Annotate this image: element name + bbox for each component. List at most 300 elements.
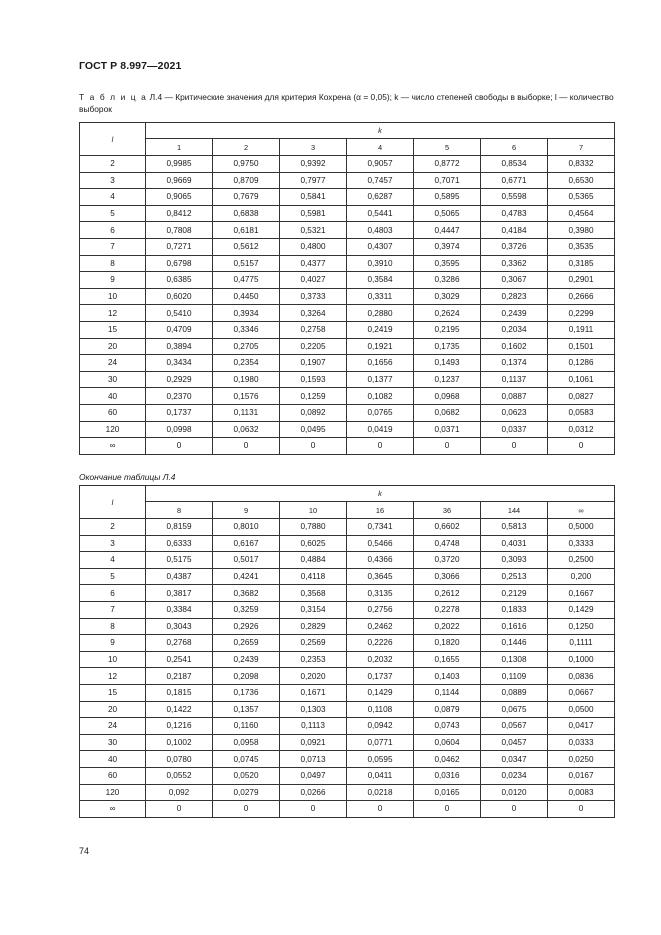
value-cell: 0,0218 — [347, 784, 414, 801]
value-cell: 0,9985 — [146, 156, 213, 173]
column-header: 2 — [213, 139, 280, 156]
value-cell: 0,200 — [548, 568, 615, 585]
value-cell: 0,0266 — [280, 784, 347, 801]
value-cell: 0,2901 — [548, 272, 615, 289]
value-cell: 0,8772 — [414, 156, 481, 173]
value-cell: 0,0667 — [548, 684, 615, 701]
value-cell: 0,2768 — [146, 635, 213, 652]
value-cell: 0,1616 — [481, 618, 548, 635]
table-row — [80, 338, 615, 355]
value-cell: 0,2226 — [347, 635, 414, 652]
value-cell: 0,0745 — [213, 751, 280, 768]
value-cell: 0,3154 — [280, 601, 347, 618]
value-cell: 0,2419 — [347, 321, 414, 338]
row-label-cell: 8 — [80, 618, 146, 635]
row-label-cell: 12 — [80, 668, 146, 685]
value-cell: 0,2612 — [414, 585, 481, 602]
value-cell: 0,1907 — [280, 355, 347, 372]
value-cell: 0,1429 — [347, 684, 414, 701]
value-cell: 0,1403 — [414, 668, 481, 685]
value-cell: 0,5157 — [213, 255, 280, 272]
value-cell: 0,2541 — [146, 651, 213, 668]
value-cell: 0,4387 — [146, 568, 213, 585]
row-label-cell: 10 — [80, 651, 146, 668]
row-label-cell: 9 — [80, 272, 146, 289]
value-cell: 0,6530 — [548, 172, 615, 189]
value-cell: 0,1980 — [213, 371, 280, 388]
value-cell: 0,2034 — [481, 321, 548, 338]
value-cell: 0,6838 — [213, 205, 280, 222]
table-row — [80, 668, 615, 685]
value-cell: 0,6025 — [280, 535, 347, 552]
value-cell: 0,3346 — [213, 321, 280, 338]
value-cell: 0,0968 — [414, 388, 481, 405]
table-row — [80, 288, 615, 305]
value-cell: 0,2513 — [481, 568, 548, 585]
row-label-cell: 7 — [80, 238, 146, 255]
row-label-cell: 20 — [80, 701, 146, 718]
row-label-cell: 24 — [80, 355, 146, 372]
value-cell: 0,5175 — [146, 552, 213, 569]
table-row — [80, 421, 615, 438]
row-label-cell: 20 — [80, 338, 146, 355]
value-cell: 0,0312 — [548, 421, 615, 438]
value-cell: 0,5321 — [280, 222, 347, 239]
value-cell: 0,1144 — [414, 684, 481, 701]
value-cell: 0,0419 — [347, 421, 414, 438]
value-cell: 0,2205 — [280, 338, 347, 355]
value-cell: 0,2299 — [548, 305, 615, 322]
value-cell: 0,0827 — [548, 388, 615, 405]
value-cell: 0,2462 — [347, 618, 414, 635]
value-cell: 0,1377 — [347, 371, 414, 388]
value-cell: 0,1593 — [280, 371, 347, 388]
table-row — [80, 701, 615, 718]
value-cell: 0,0675 — [481, 701, 548, 718]
table-row — [80, 784, 615, 801]
column-header: 6 — [481, 139, 548, 156]
row-label-cell: 6 — [80, 585, 146, 602]
value-cell: 0,2705 — [213, 338, 280, 355]
value-cell: 0,6798 — [146, 255, 213, 272]
table-row — [80, 255, 615, 272]
value-cell: 0,3584 — [347, 272, 414, 289]
value-cell: 0,4377 — [280, 255, 347, 272]
value-cell: 0,3720 — [414, 552, 481, 569]
table-row — [80, 222, 615, 239]
value-cell: 0,3645 — [347, 568, 414, 585]
value-cell: 0,3595 — [414, 255, 481, 272]
row-label-cell: ∞ — [80, 801, 146, 818]
value-cell: 0,5612 — [213, 238, 280, 255]
row-label-cell: 30 — [80, 371, 146, 388]
row-label-cell: 15 — [80, 321, 146, 338]
column-header: 10 — [280, 502, 347, 519]
value-cell: 0,1113 — [280, 718, 347, 735]
value-cell: 0,0623 — [481, 404, 548, 421]
value-cell: 0,3434 — [146, 355, 213, 372]
value-cell: 0,3980 — [548, 222, 615, 239]
value-cell: 0,1602 — [481, 338, 548, 355]
value-cell: 0,0411 — [347, 767, 414, 784]
value-cell: 0,1576 — [213, 388, 280, 405]
value-cell: 0,7880 — [280, 519, 347, 536]
table-row — [80, 238, 615, 255]
value-cell: 0,2354 — [213, 355, 280, 372]
value-cell: 0,3362 — [481, 255, 548, 272]
row-label-cell: 8 — [80, 255, 146, 272]
value-cell: 0,2353 — [280, 651, 347, 668]
value-cell: 0,1160 — [213, 718, 280, 735]
value-cell: 0,4884 — [280, 552, 347, 569]
table-row — [80, 801, 615, 818]
table-row — [80, 519, 615, 536]
column-header: 8 — [146, 502, 213, 519]
page-number: 74 — [79, 846, 90, 856]
value-cell: 0,0457 — [481, 734, 548, 751]
column-group-k: k — [146, 486, 615, 502]
value-cell: 0,7341 — [347, 519, 414, 536]
value-cell: 0,3894 — [146, 338, 213, 355]
value-cell: 0,1737 — [146, 404, 213, 421]
value-cell: 0,3333 — [548, 535, 615, 552]
column-header: 36 — [414, 502, 481, 519]
value-cell: 0,9057 — [347, 156, 414, 173]
value-cell: 0,0958 — [213, 734, 280, 751]
value-cell: 0,4775 — [213, 272, 280, 289]
value-cell: 0,7071 — [414, 172, 481, 189]
value-cell: 0,2880 — [347, 305, 414, 322]
table-row — [80, 635, 615, 652]
value-cell: 0,8709 — [213, 172, 280, 189]
value-cell: 0,5466 — [347, 535, 414, 552]
value-cell: 0,4366 — [347, 552, 414, 569]
value-cell: 0,1422 — [146, 701, 213, 718]
value-cell: 0,3093 — [481, 552, 548, 569]
row-label-cell: 40 — [80, 388, 146, 405]
value-cell: 0,7679 — [213, 189, 280, 206]
value-cell: 0,0165 — [414, 784, 481, 801]
value-cell: 0,1082 — [347, 388, 414, 405]
value-cell: 0,1111 — [548, 635, 615, 652]
value-cell: 0,1833 — [481, 601, 548, 618]
value-cell: 0,3934 — [213, 305, 280, 322]
value-cell: 0,4118 — [280, 568, 347, 585]
value-cell: 0 — [146, 801, 213, 818]
value-cell: 0,0495 — [280, 421, 347, 438]
column-header: 4 — [347, 139, 414, 156]
value-cell: 0,2829 — [280, 618, 347, 635]
value-cell: 0,6385 — [146, 272, 213, 289]
value-cell: 0,3733 — [280, 288, 347, 305]
value-cell: 0,8010 — [213, 519, 280, 536]
table-row — [80, 734, 615, 751]
value-cell: 0,5017 — [213, 552, 280, 569]
value-cell: 0,0250 — [548, 751, 615, 768]
value-cell: 0,2020 — [280, 668, 347, 685]
value-cell: 0,3066 — [414, 568, 481, 585]
value-cell: 0,2823 — [481, 288, 548, 305]
value-cell: 0,1374 — [481, 355, 548, 372]
value-cell: 0,3043 — [146, 618, 213, 635]
row-label-cell: 10 — [80, 288, 146, 305]
value-cell: 0,2758 — [280, 321, 347, 338]
value-cell: 0 — [347, 801, 414, 818]
value-cell: 0,3682 — [213, 585, 280, 602]
row-label-cell: 60 — [80, 767, 146, 784]
value-cell: 0,0780 — [146, 751, 213, 768]
value-cell: 0 — [213, 801, 280, 818]
value-cell: 0,1429 — [548, 601, 615, 618]
value-cell: 0,2370 — [146, 388, 213, 405]
value-cell: 0,7808 — [146, 222, 213, 239]
value-cell: 0,0879 — [414, 701, 481, 718]
value-cell: 0,1446 — [481, 635, 548, 652]
table-row — [80, 371, 615, 388]
value-cell: 0,2500 — [548, 552, 615, 569]
column-header: 16 — [347, 502, 414, 519]
table-row — [80, 552, 615, 569]
value-cell: 0,0417 — [548, 718, 615, 735]
row-label-cell: ∞ — [80, 438, 146, 455]
value-cell: 0,0604 — [414, 734, 481, 751]
value-cell: 0,0836 — [548, 668, 615, 685]
value-cell: 0,3974 — [414, 238, 481, 255]
row-label-cell: 12 — [80, 305, 146, 322]
value-cell: 0,2666 — [548, 288, 615, 305]
value-cell: 0,4803 — [347, 222, 414, 239]
value-cell: 0,1671 — [280, 684, 347, 701]
value-cell: 0,1303 — [280, 701, 347, 718]
table-row — [80, 718, 615, 735]
value-cell: 0,1002 — [146, 734, 213, 751]
value-cell: 0,0167 — [548, 767, 615, 784]
row-label-cell: 60 — [80, 404, 146, 421]
table-row — [80, 684, 615, 701]
value-cell: 0,1308 — [481, 651, 548, 668]
value-cell: 0,5598 — [481, 189, 548, 206]
value-cell: 0,2439 — [213, 651, 280, 668]
value-cell: 0,1131 — [213, 404, 280, 421]
value-cell: 0 — [414, 438, 481, 455]
value-cell: 0,0743 — [414, 718, 481, 735]
value-cell: 0,1820 — [414, 635, 481, 652]
value-cell: 0,4800 — [280, 238, 347, 255]
value-cell: 0,0889 — [481, 684, 548, 701]
value-cell: 0,2032 — [347, 651, 414, 668]
row-label-cell: 5 — [80, 205, 146, 222]
value-cell: 0,9669 — [146, 172, 213, 189]
value-cell: 0,6602 — [414, 519, 481, 536]
value-cell: 0,5000 — [548, 519, 615, 536]
value-cell: 0,0921 — [280, 734, 347, 751]
value-cell: 0,2756 — [347, 601, 414, 618]
table-row — [80, 172, 615, 189]
value-cell: 0,1061 — [548, 371, 615, 388]
value-cell: 0,0942 — [347, 718, 414, 735]
row-label-cell: 120 — [80, 784, 146, 801]
value-cell: 0,9065 — [146, 189, 213, 206]
value-cell: 0,5441 — [347, 205, 414, 222]
value-cell: 0,092 — [146, 784, 213, 801]
column-header: 3 — [280, 139, 347, 156]
value-cell: 0,1501 — [548, 338, 615, 355]
value-cell: 0,1259 — [280, 388, 347, 405]
value-cell: 0,9392 — [280, 156, 347, 173]
value-cell: 0,0316 — [414, 767, 481, 784]
value-cell: 0,7271 — [146, 238, 213, 255]
row-header-l: l — [80, 123, 146, 156]
table-row — [80, 651, 615, 668]
value-cell: 0,3568 — [280, 585, 347, 602]
value-cell: 0,5841 — [280, 189, 347, 206]
value-cell: 0,0500 — [548, 701, 615, 718]
value-cell: 0 — [347, 438, 414, 455]
value-cell: 0,3029 — [414, 288, 481, 305]
value-cell: 0,0279 — [213, 784, 280, 801]
value-cell: 0,2129 — [481, 585, 548, 602]
value-cell: 0,3067 — [481, 272, 548, 289]
value-cell: 0,3535 — [548, 238, 615, 255]
value-cell: 0,0771 — [347, 734, 414, 751]
row-label-cell: 24 — [80, 718, 146, 735]
value-cell: 0 — [213, 438, 280, 455]
value-cell: 0,1357 — [213, 701, 280, 718]
row-label-cell: 40 — [80, 751, 146, 768]
value-cell: 0,1921 — [347, 338, 414, 355]
value-cell: 0,0998 — [146, 421, 213, 438]
column-header: 5 — [414, 139, 481, 156]
value-cell: 0,5813 — [481, 519, 548, 536]
value-cell: 0,0371 — [414, 421, 481, 438]
row-label-cell: 7 — [80, 601, 146, 618]
value-cell: 0,0552 — [146, 767, 213, 784]
column-header: 144 — [481, 502, 548, 519]
value-cell: 0,7977 — [280, 172, 347, 189]
value-cell: 0,4027 — [280, 272, 347, 289]
column-group-k: k — [146, 123, 615, 139]
table-row — [80, 601, 615, 618]
table-row — [80, 156, 615, 173]
value-cell: 0,8332 — [548, 156, 615, 173]
table-row — [80, 438, 615, 455]
value-cell: 0,0583 — [548, 404, 615, 421]
value-cell: 0,1109 — [481, 668, 548, 685]
table-continuation-label: Окончание таблицы Л.4 — [79, 472, 176, 482]
value-cell: 0,4450 — [213, 288, 280, 305]
value-cell: 0,0713 — [280, 751, 347, 768]
value-cell: 0,0462 — [414, 751, 481, 768]
table-caption-label: Т а б л и ц а — [79, 92, 148, 102]
value-cell: 0,4564 — [548, 205, 615, 222]
table-row — [80, 767, 615, 784]
row-label-cell: 9 — [80, 635, 146, 652]
value-cell: 0,2569 — [280, 635, 347, 652]
value-cell: 0,0765 — [347, 404, 414, 421]
table-row — [80, 321, 615, 338]
table-row — [80, 355, 615, 372]
table-row — [80, 388, 615, 405]
row-header-l: l — [80, 486, 146, 519]
value-cell: 0,0234 — [481, 767, 548, 784]
table-row — [80, 305, 615, 322]
value-cell: 0,6771 — [481, 172, 548, 189]
value-cell: 0,2278 — [414, 601, 481, 618]
value-cell: 0,4184 — [481, 222, 548, 239]
value-cell: 0,0333 — [548, 734, 615, 751]
value-cell: 0,5410 — [146, 305, 213, 322]
value-cell: 0,0567 — [481, 718, 548, 735]
value-cell: 0,3384 — [146, 601, 213, 618]
value-cell: 0,4031 — [481, 535, 548, 552]
value-cell: 0,9750 — [213, 156, 280, 173]
value-cell: 0,0595 — [347, 751, 414, 768]
value-cell: 0,6167 — [213, 535, 280, 552]
value-cell: 0,0887 — [481, 388, 548, 405]
row-label-cell: 6 — [80, 222, 146, 239]
value-cell: 0,3817 — [146, 585, 213, 602]
value-cell: 0,2098 — [213, 668, 280, 685]
value-cell: 0,1736 — [213, 684, 280, 701]
value-cell: 0,4241 — [213, 568, 280, 585]
value-cell: 0,5895 — [414, 189, 481, 206]
row-label-cell: 4 — [80, 189, 146, 206]
table-caption-text: Л.4 — Критические значения для критерия Кохрена (α = 0,05); k — число степеней свободы в выборке; l — количество выборок — [79, 92, 614, 114]
row-label-cell: 30 — [80, 734, 146, 751]
value-cell: 0,1655 — [414, 651, 481, 668]
table-row — [80, 568, 615, 585]
value-cell: 0 — [548, 438, 615, 455]
table-row — [80, 751, 615, 768]
table-row — [80, 404, 615, 421]
value-cell: 0,3264 — [280, 305, 347, 322]
value-cell: 0,2659 — [213, 635, 280, 652]
table-row — [80, 205, 615, 222]
value-cell: 0,0682 — [414, 404, 481, 421]
value-cell: 0,3259 — [213, 601, 280, 618]
value-cell: 0,1815 — [146, 684, 213, 701]
value-cell: 0,3311 — [347, 288, 414, 305]
value-cell: 0,5365 — [548, 189, 615, 206]
value-cell: 0,3910 — [347, 255, 414, 272]
row-label-cell: 2 — [80, 519, 146, 536]
value-cell: 0,6181 — [213, 222, 280, 239]
value-cell: 0 — [481, 801, 548, 818]
value-cell: 0,0497 — [280, 767, 347, 784]
value-cell: 0,0520 — [213, 767, 280, 784]
value-cell: 0,4709 — [146, 321, 213, 338]
column-header: ∞ — [548, 502, 615, 519]
row-label-cell: 5 — [80, 568, 146, 585]
cochran-table-part2 — [79, 485, 615, 818]
value-cell: 0,3185 — [548, 255, 615, 272]
value-cell: 0,2187 — [146, 668, 213, 685]
table-row — [80, 272, 615, 289]
table-caption — [79, 92, 615, 115]
value-cell: 0,1667 — [548, 585, 615, 602]
column-header: 9 — [213, 502, 280, 519]
value-cell: 0,1137 — [481, 371, 548, 388]
row-label-cell: 4 — [80, 552, 146, 569]
value-cell: 0,4748 — [414, 535, 481, 552]
row-label-cell: 3 — [80, 535, 146, 552]
value-cell: 0,0632 — [213, 421, 280, 438]
value-cell: 0,0892 — [280, 404, 347, 421]
value-cell: 0,7457 — [347, 172, 414, 189]
value-cell: 0,6020 — [146, 288, 213, 305]
value-cell: 0,1656 — [347, 355, 414, 372]
value-cell: 0,8159 — [146, 519, 213, 536]
